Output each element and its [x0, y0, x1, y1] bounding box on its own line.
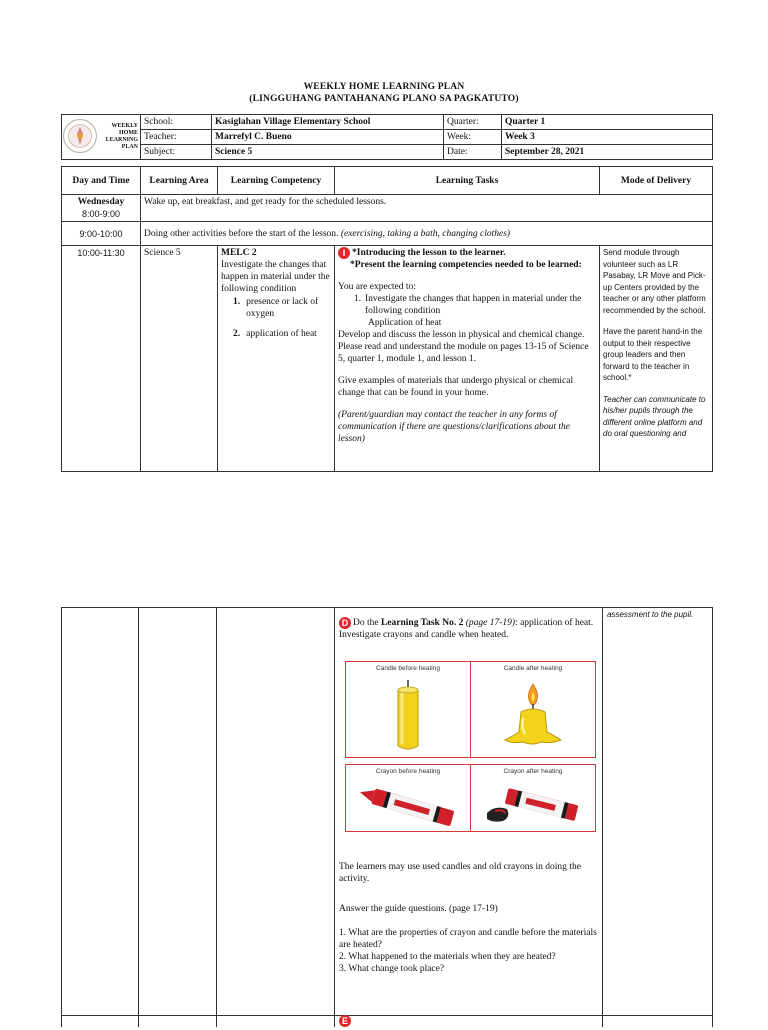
teacher-value: Marrefyl C. Bueno [212, 130, 444, 145]
row-activity-examples: (exercising, taking a bath, changing clothes) [340, 228, 511, 239]
question-2: 2. What happened to the materials when they are heated? [339, 952, 556, 962]
delivery-paragraph-1: Send module through volunteer such as LR Pasabay, LR Move and Pick-up Centers provided by the teacher or any other platform recommended by the school. [603, 248, 706, 315]
info-table [61, 114, 713, 160]
row-day: Wednesday [77, 197, 125, 207]
competency-list [233, 296, 331, 340]
task-heading-1: *Introducing the lesson to the learner. [352, 248, 506, 259]
caption-crayon-before: Crayon before heating [375, 768, 441, 775]
quarter-label: Quarter: [444, 115, 502, 130]
task-paragraph-3: (Parent/guardian may contact the teacher in any forms of communication if there are questions/clarifications about the lesson) [338, 410, 571, 445]
task-paragraph-2: Give examples of materials that undergo physical or chemical change that can be found in your home. [338, 376, 574, 399]
guide-questions [339, 927, 597, 975]
table-row [62, 246, 713, 472]
task-rest: : application of heat. Investigate crayons and candle when heated. [339, 618, 594, 641]
list-number: 2. [233, 329, 241, 339]
logo-cell [62, 115, 141, 160]
melc-label: MELC 2 [221, 248, 257, 258]
row-learning-area: Science 5 [141, 246, 218, 472]
week-value: Week 3 [502, 130, 713, 145]
caption-candle-before: Candle before heating [376, 665, 440, 672]
melted-crayon-icon [481, 783, 589, 829]
task-item-sub: Application of heat [368, 318, 442, 329]
task-used-materials: The learners may use used candles and old crayons in doing the activity. [339, 862, 581, 884]
row-activity-cell [141, 222, 713, 246]
teacher-label: Teacher: [141, 130, 212, 145]
school-value: Kasiglahan Village Elementary School [212, 115, 444, 130]
melted-candle-icon [501, 678, 565, 754]
date-label: Date: [444, 145, 502, 160]
row-delivery-cell [600, 246, 713, 472]
marker-i-icon: I [338, 247, 350, 259]
task-heading-2: *Present the learning competencies needed to be learned: [350, 260, 582, 271]
task-title: Learning Task No. 2 [380, 618, 464, 629]
table-row [62, 222, 713, 246]
document-title: WEEKLY HOME LEARNING PLAN [303, 82, 465, 92]
row-time: 9:00-10:00 [62, 222, 141, 246]
caption-candle-after: Candle after heating [503, 665, 563, 672]
task-paragraph-1: Develop and discuss the lesson in physical and chemical change. Please read and understand the module on pages 13-15 of Science 5, quarter 1, module 1, and lesson 1. [338, 330, 589, 365]
question-1: 1. What are the properties of crayon and candle before the materials are heated? [339, 928, 597, 950]
delivery-paragraph-3: Teacher can communicate to his/her pupils through the different online platform and do oral questioning and [603, 394, 706, 438]
crayon-before-image [345, 764, 471, 832]
subject-value: Science 5 [212, 145, 444, 160]
row-time: 8:00-9:00 [81, 209, 121, 219]
row-activity: Doing other activities before the start of the lesson. [144, 228, 339, 239]
task-two-intro [339, 617, 597, 641]
candle-before-image [345, 661, 471, 758]
date-value: September 28, 2021 [502, 145, 713, 160]
quarter-value: Quarter 1 [502, 115, 713, 130]
header-learning-area: Learning Area [141, 167, 218, 195]
candle-icon [376, 676, 440, 754]
header-mode-of-delivery: Mode of Delivery [600, 167, 713, 195]
competency-item-2: application of heat [246, 329, 317, 339]
list-number: 1. [233, 297, 241, 307]
header-learning-competency: Learning Competency [218, 167, 335, 195]
marker-e-wrap [339, 1012, 353, 1030]
task-pages: (page 17-19) [465, 618, 516, 629]
crayon-icon [354, 783, 462, 829]
page-two-table [61, 607, 713, 1027]
caption-crayon-after: Crayon after heating [503, 768, 563, 775]
row-day-cell [62, 195, 141, 222]
task-expect: You are expected to: [338, 282, 416, 293]
task-item: Investigate the changes that happen in material under the following condition [365, 294, 582, 317]
delivery-paragraph-2: Have the parent hand-in the output to their respective group leaders and then forward to the teacher in school.* [603, 327, 703, 382]
competency-item-1: presence or lack of oxygen [246, 297, 319, 319]
header-day-time: Day and Time [62, 167, 141, 195]
week-label: Week: [444, 130, 502, 145]
learning-plan-table [61, 166, 713, 472]
marker-e-icon: E [339, 1015, 351, 1027]
logo-label: WEEKLY HOME LEARNING PLAN [105, 123, 138, 150]
list-number: 1. [354, 294, 362, 305]
candle-after-image [470, 661, 596, 758]
crayon-after-image [470, 764, 596, 832]
competency-text: Investigate the changes that happen in material under the following condition [221, 260, 330, 294]
row-activity: Wake up, eat breakfast, and get ready for the scheduled lessons. [141, 195, 713, 222]
row-competency-cell [218, 246, 335, 472]
table-row [62, 195, 713, 222]
header-learning-tasks: Learning Tasks [335, 167, 600, 195]
task-answer-guide: Answer the guide questions. (page 17-19) [339, 904, 498, 914]
document-subtitle: (LINGGUHANG PANTAHANANG PLANO SA PAGKATUTO) [249, 94, 519, 104]
row-time: 10:00-11:30 [62, 246, 141, 472]
subject-label: Subject: [141, 145, 212, 160]
question-3: 3. What change took place? [339, 964, 445, 974]
row-tasks-cell [335, 246, 600, 472]
delivery-continuation: assessment to the pupil. [607, 610, 694, 619]
school-label: School: [141, 115, 212, 130]
marker-d-icon: D [339, 617, 351, 629]
task-do-the: Do the [353, 618, 379, 629]
